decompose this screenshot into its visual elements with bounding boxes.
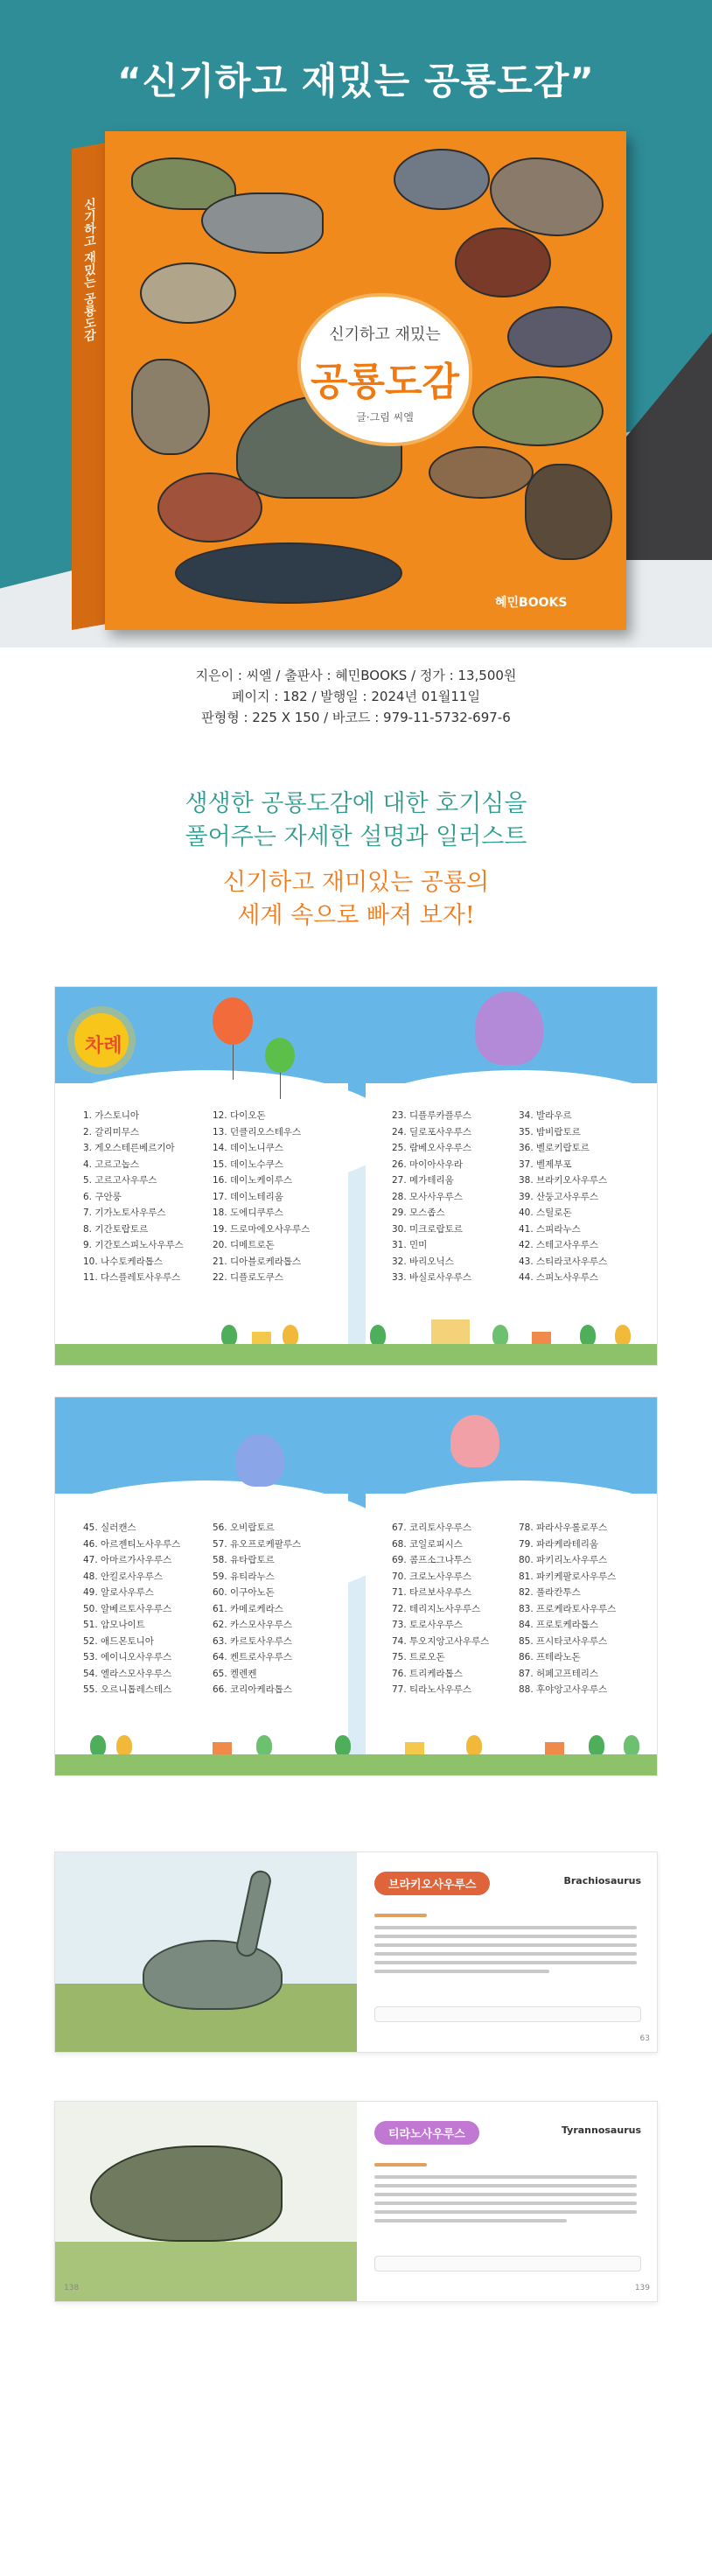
tree-icon — [221, 1325, 237, 1346]
toc-entry[interactable]: 12. 다이오돈 — [213, 1110, 266, 1121]
dinosaur-illustration — [455, 228, 551, 298]
toc-entry[interactable]: 67. 코리토사우루스 — [392, 1522, 472, 1533]
toc-entry[interactable]: 74. 투오지앙고사우루스 — [392, 1635, 490, 1647]
tree-icon — [466, 1735, 482, 1756]
toc-entry[interactable]: 3. 게오스테른베르기아 — [83, 1143, 175, 1153]
toc-entry[interactable]: 6. 구안룽 — [83, 1191, 122, 1202]
tree-icon — [283, 1325, 298, 1346]
text-line — [374, 1935, 637, 1938]
toc-entry[interactable]: 71. 타르보사우루스 — [392, 1587, 472, 1598]
toc-entry[interactable]: 21. 디아블로케라톱스 — [213, 1256, 302, 1267]
toc-entry[interactable]: 10. 나수토케라톱스 — [83, 1256, 164, 1267]
text-line — [374, 2175, 637, 2179]
dinosaur-illustration — [472, 376, 604, 446]
toc-entry[interactable]: 16. 데이노케이루스 — [213, 1175, 293, 1186]
balloon-icon — [265, 1038, 295, 1073]
toc-entry[interactable]: 62. 카스모사우루스 — [213, 1620, 293, 1630]
brachiosaurus-illustration — [143, 1940, 283, 2010]
cover-title: 공룡도감 — [310, 360, 459, 404]
hot-air-balloon-icon — [475, 991, 543, 1065]
toc-title: 차례 — [85, 1035, 122, 1057]
dinosaur-illustration — [429, 446, 534, 499]
toc-entry[interactable]: 20. 디메트로돈 — [213, 1240, 275, 1250]
toc-entry[interactable]: 30. 미크로랍토르 — [392, 1223, 463, 1235]
tree-icon — [90, 1735, 106, 1756]
book-info-line: 지은이 : 씨엘 / 출판사 : 혜민BOOKS / 정가 : 13,500원 — [195, 668, 517, 683]
toc-entry[interactable]: 75. 트로오돈 — [392, 1652, 445, 1662]
text-line — [374, 2210, 637, 2214]
page-number: 139 — [634, 2284, 650, 2292]
book-info-line: 판형형 : 225 X 150 / 바코드 : 979-11-5732-697-6 — [201, 710, 511, 725]
toc-entry[interactable]: 70. 크로노사우루스 — [392, 1571, 472, 1582]
tree-icon — [256, 1735, 272, 1756]
toc-entry[interactable]: 54. 엘라스모사우루스 — [83, 1668, 172, 1679]
description-panel — [357, 1852, 658, 2053]
toc-entry[interactable]: 65. 켈렌켄 — [213, 1668, 257, 1679]
toc-entry[interactable]: 40. 스틸로돈 — [519, 1208, 572, 1218]
toc-entry[interactable]: 25. 람베오사우루스 — [392, 1143, 472, 1153]
book-info — [0, 665, 712, 728]
balloon-string — [233, 1045, 234, 1080]
dinosaur-illustration — [175, 542, 402, 604]
book-spine-text: 신기하고 재밌는 공룡도감 — [82, 197, 96, 343]
latin-name: Tyrannosaurus — [561, 2124, 641, 2136]
text-line — [374, 1914, 427, 1917]
page-number: 138 — [64, 2284, 80, 2292]
toc-entry[interactable]: 55. 오르니톱레스테스 — [83, 1684, 172, 1695]
toc-entry[interactable]: 83. 프로케라토사우루스 — [519, 1603, 617, 1614]
toc-entry[interactable]: 85. 프시타코사우루스 — [519, 1635, 608, 1647]
latin-name: Brachiosaurus — [563, 1875, 641, 1886]
spec-bar — [374, 2256, 641, 2272]
tree-icon — [580, 1325, 596, 1346]
tagline-orange — [0, 866, 712, 933]
text-line — [374, 1970, 549, 1973]
toc-entry[interactable]: 26. 마이아사우라 — [392, 1158, 463, 1170]
tagline-line: 신기하고 재미있는 공룡의 — [222, 869, 490, 896]
balloon-icon — [213, 998, 253, 1045]
toc-entry[interactable]: 60. 이구아노돈 — [213, 1587, 275, 1598]
book-info-line: 페이지 : 182 / 발행일 : 2024년 01월11일 — [232, 689, 480, 704]
toc-entry[interactable]: 57. 유오프로케팔루스 — [213, 1538, 302, 1550]
tree-icon — [116, 1735, 132, 1756]
toc-entry[interactable]: 82. 풀라칸투스 — [519, 1587, 581, 1598]
dinosaur-illustration — [131, 359, 210, 455]
tree-icon — [624, 1735, 639, 1756]
toc-column — [83, 1108, 184, 1286]
castle-icon — [431, 1320, 470, 1346]
toc-entry[interactable]: 45. 실러캔스 — [83, 1522, 136, 1533]
toc-entry[interactable]: 22. 디플로도쿠스 — [213, 1272, 283, 1283]
hot-air-balloon-icon — [235, 1434, 284, 1487]
tagline-line: 생생한 공룡도감에 대한 호기심을 — [185, 790, 527, 817]
toc-entry[interactable]: 17. 데이노테리움 — [213, 1191, 283, 1202]
toc-entry[interactable]: 58. 유타랍토르 — [213, 1555, 275, 1565]
spec-bar — [374, 2006, 641, 2022]
toc-entry[interactable]: 9. 기간토스피노사우루스 — [83, 1240, 184, 1250]
toc-entry[interactable]: 51. 암모나이트 — [83, 1620, 145, 1630]
toc-entry[interactable]: 61. 카메로케라스 — [213, 1603, 283, 1614]
dinosaur-illustration — [140, 262, 236, 324]
text-line — [374, 2202, 637, 2205]
text-line — [374, 2219, 567, 2222]
hero-section — [0, 0, 712, 648]
text-line — [374, 1943, 637, 1947]
toc-column — [83, 1520, 180, 1698]
hot-air-balloon-icon — [450, 1415, 499, 1467]
text-line — [374, 1926, 637, 1929]
toc-entry[interactable]: 59. 유티라누스 — [213, 1571, 275, 1582]
toc-entry[interactable]: 38. 브라키오사우루스 — [519, 1175, 608, 1186]
dinosaur-illustration — [394, 149, 490, 210]
toc-spread-1 — [54, 986, 658, 1366]
toc-entry[interactable]: 31. 민미 — [392, 1240, 428, 1250]
toc-entry[interactable]: 68. 코일로피시스 — [392, 1538, 463, 1550]
toc-entry[interactable]: 49. 알로사우루스 — [83, 1587, 154, 1598]
book-spine — [72, 143, 107, 630]
cover-subtitle: 신기하고 재밌는 — [329, 326, 441, 344]
toc-entry[interactable]: 8. 기간토랍토르 — [83, 1223, 149, 1235]
toc-entry[interactable]: 64. 켄트로사우루스 — [213, 1652, 293, 1662]
toc-entry[interactable]: 66. 코리아케라톱스 — [213, 1684, 293, 1695]
toc-entry[interactable]: 24. 딜로포사우루스 — [392, 1126, 472, 1138]
toc-column — [213, 1108, 310, 1286]
toc-entry[interactable]: 46. 아르젠티노사우루스 — [83, 1538, 181, 1550]
book-cover — [105, 131, 626, 630]
toc-entry[interactable]: 15. 데이노수쿠스 — [213, 1158, 283, 1170]
toc-entry[interactable]: 48. 안킬로사우루스 — [83, 1571, 164, 1582]
text-line — [374, 1952, 637, 1956]
tagline-line: 풀어주는 자세한 설명과 일러스트 — [185, 823, 527, 850]
toc-entry[interactable]: 42. 스테고사우루스 — [519, 1240, 599, 1250]
toc-entry[interactable]: 37. 벨제부포 — [519, 1158, 572, 1170]
toc-entry[interactable]: 13. 던클리오스테우스 — [213, 1126, 302, 1138]
toc-entry[interactable]: 1. 가스토니아 — [83, 1110, 140, 1121]
toc-entry[interactable]: 72. 테리지노사우루스 — [392, 1603, 481, 1614]
tagline-green — [0, 788, 712, 854]
cover-author: 글·그림 씨엘 — [356, 411, 414, 424]
ground — [55, 1754, 658, 1775]
toc-column — [519, 1520, 616, 1698]
toc-entry[interactable]: 18. 도에디쿠루스 — [213, 1208, 283, 1218]
dinosaur-illustration — [490, 158, 604, 236]
toc-entry[interactable]: 19. 드로마에오사우루스 — [213, 1223, 311, 1235]
toc-entry[interactable]: 73. 토로사우루스 — [392, 1620, 463, 1630]
tree-icon — [615, 1325, 631, 1346]
dinosaur-illustration — [525, 464, 612, 560]
toc-entry[interactable]: 14. 데이노니쿠스 — [213, 1143, 283, 1153]
dinosaur-illustration — [201, 192, 324, 254]
ground — [55, 2242, 357, 2302]
text-line — [374, 2184, 637, 2188]
publisher-logo: 혜민BOOKS — [495, 596, 568, 610]
text-line — [374, 1961, 637, 1964]
tree-icon — [492, 1325, 508, 1346]
text-line — [374, 2163, 427, 2166]
sample-page-brachiosaurus — [54, 1852, 658, 2053]
tree-icon — [370, 1325, 386, 1346]
page-number: 63 — [639, 2034, 650, 2043]
illustration-panel — [55, 2102, 357, 2302]
text-line — [374, 2193, 637, 2196]
tree-icon — [589, 1735, 604, 1756]
toc-entry[interactable]: 7. 기가노토사우루스 — [83, 1208, 166, 1218]
toc-entry[interactable]: 39. 산둥고사우루스 — [519, 1191, 599, 1202]
toc-entry[interactable]: 11. 다스플레토사우루스 — [83, 1272, 181, 1283]
toc-entry[interactable]: 27. 메가테리움 — [392, 1175, 454, 1186]
dinosaur-name-badge: 티라노사우루스 — [374, 2121, 479, 2145]
toc-entry[interactable]: 79. 파라케라테리움 — [519, 1538, 599, 1550]
tagline-line: 세계 속으로 빠져 보자! — [237, 902, 475, 929]
toc-entry[interactable]: 80. 파키리노사우루스 — [519, 1555, 608, 1565]
dinosaur-name-badge: 브라키오사우루스 — [374, 1872, 490, 1895]
toc-column — [392, 1520, 489, 1698]
toc-entry[interactable]: 56. 오비랍토르 — [213, 1522, 275, 1533]
toc-spread-2 — [54, 1396, 658, 1776]
toc-entry[interactable]: 78. 파라사우롤로푸스 — [519, 1522, 608, 1533]
balloon-string — [280, 1073, 281, 1099]
toc-column — [213, 1520, 301, 1698]
toc-entry[interactable]: 2. 갈리미무스 — [83, 1126, 140, 1138]
hero-title: “신기하고 재밌는 공룡도감” — [117, 60, 595, 102]
toc-entry[interactable]: 43. 스티라코사우루스 — [519, 1256, 608, 1267]
toc-entry[interactable]: 87. 허페고프테리스 — [519, 1668, 599, 1679]
toc-entry[interactable]: 76. 트리케라톱스 — [392, 1668, 463, 1679]
toc-entry[interactable]: 84. 프로토케라톱스 — [519, 1620, 599, 1630]
dinosaur-illustration — [507, 306, 612, 368]
tree-icon — [335, 1735, 351, 1756]
toc-entry[interactable]: 41. 스피라누스 — [519, 1223, 581, 1235]
toc-entry[interactable]: 36. 벨로키랍토르 — [519, 1143, 590, 1153]
ground — [55, 1344, 658, 1365]
toc-column — [392, 1108, 471, 1286]
sample-page-tyrannosaurus — [54, 2101, 658, 2302]
toc-entry[interactable]: 77. 티라노사우루스 — [392, 1684, 472, 1695]
toc-entry[interactable]: 88. 후야앙고사우루스 — [519, 1684, 608, 1695]
toc-entry[interactable]: 69. 콤프소그나투스 — [392, 1555, 472, 1565]
toc-entry[interactable]: 28. 모사사우루스 — [392, 1191, 463, 1202]
toc-entry[interactable]: 86. 프테라노돈 — [519, 1652, 581, 1662]
toc-entry[interactable]: 32. 바리오닉스 — [392, 1256, 454, 1267]
illustration-panel — [55, 1852, 357, 2053]
toc-entry[interactable]: 44. 스피노사우루스 — [519, 1272, 599, 1283]
toc-column — [519, 1108, 607, 1286]
toc-entry[interactable]: 63. 카르토사우루스 — [213, 1635, 293, 1647]
description-panel — [357, 2102, 658, 2302]
toc-entry[interactable]: 34. 발라우르 — [519, 1110, 572, 1121]
toc-entry[interactable]: 29. 모스좁스 — [392, 1208, 445, 1218]
toc-entry[interactable]: 47. 아마르가사우루스 — [83, 1555, 172, 1565]
toc-entry[interactable]: 52. 애드몬토니아 — [83, 1635, 154, 1647]
toc-entry[interactable]: 81. 파키케팔로사우루스 — [519, 1571, 617, 1582]
toc-entry[interactable]: 23. 디플루카플루스 — [392, 1110, 472, 1121]
toc-entry[interactable]: 50. 알베르토사우루스 — [83, 1603, 172, 1614]
toc-entry[interactable]: 4. 고르고놉스 — [83, 1158, 140, 1170]
toc-entry[interactable]: 5. 고르고사우루스 — [83, 1175, 157, 1186]
toc-entry[interactable]: 33. 바실로사우루스 — [392, 1272, 472, 1283]
toc-entry[interactable]: 53. 에이니오사우루스 — [83, 1652, 172, 1662]
toc-entry[interactable]: 35. 밤비랍토르 — [519, 1126, 581, 1138]
